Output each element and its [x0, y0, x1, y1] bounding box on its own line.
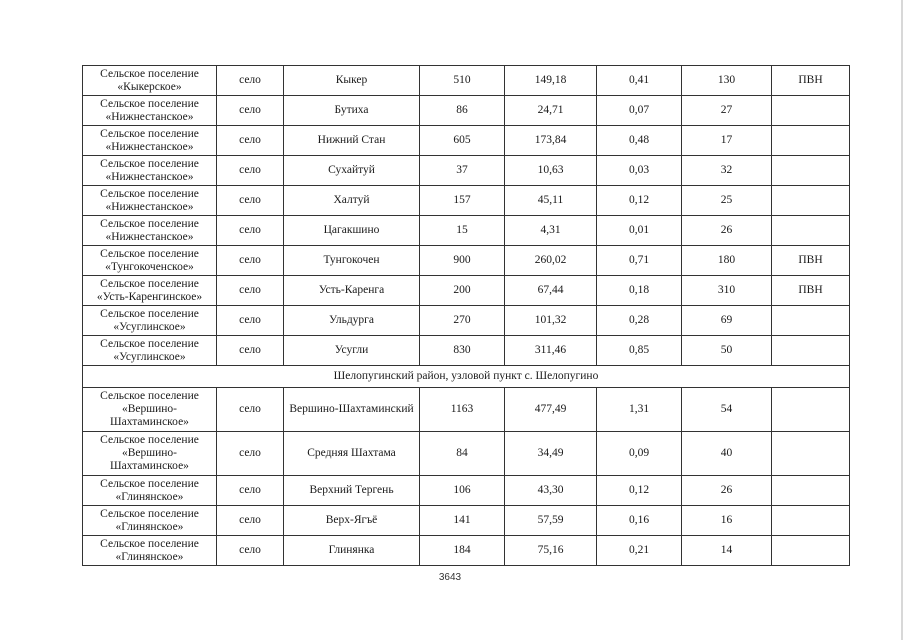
note-cell: ПВН — [772, 66, 850, 96]
settlement-cell: Сельское поселение «Глинянское» — [83, 506, 217, 536]
population-cell: 510 — [420, 66, 505, 96]
value-3-cell: 40 — [682, 432, 772, 476]
note-cell — [772, 476, 850, 506]
table-row — [83, 246, 850, 276]
value-2-cell: 0,12 — [597, 186, 682, 216]
locality-name-cell: Сухайтуй — [284, 156, 420, 186]
section-title: Шелопугинский район, узловой пункт с. Шелопугино — [83, 366, 850, 388]
table-row — [83, 96, 850, 126]
settlement-type-cell: село — [217, 432, 284, 476]
settlement-cell: Сельское поселение «Глинянское» — [83, 476, 217, 506]
locality-name-cell: Усугли — [284, 336, 420, 366]
settlement-cell: Сельское поселение «Усуглинское» — [83, 306, 217, 336]
settlement-type-cell: село — [217, 156, 284, 186]
settlement-cell: Сельское поселение «Вершино-Шахтаминское» — [83, 432, 217, 476]
note-cell — [772, 156, 850, 186]
value-2-cell: 0,09 — [597, 432, 682, 476]
settlement-type-cell: село — [217, 506, 284, 536]
population-cell: 86 — [420, 96, 505, 126]
locality-name-cell: Верх-Ягъё — [284, 506, 420, 536]
note-cell — [772, 388, 850, 432]
value-1-cell: 311,46 — [505, 336, 597, 366]
note-cell — [772, 306, 850, 336]
note-cell — [772, 96, 850, 126]
value-2-cell: 0,85 — [597, 336, 682, 366]
table-row — [83, 306, 850, 336]
value-3-cell: 26 — [682, 216, 772, 246]
population-cell: 15 — [420, 216, 505, 246]
table-row — [83, 388, 850, 432]
settlements-table — [82, 65, 850, 566]
locality-name-cell: Ульдурга — [284, 306, 420, 336]
note-cell — [772, 336, 850, 366]
value-1-cell: 34,49 — [505, 432, 597, 476]
value-3-cell: 69 — [682, 306, 772, 336]
section-header-row — [83, 366, 850, 388]
settlement-type-cell: село — [217, 388, 284, 432]
settlement-type-cell: село — [217, 336, 284, 366]
value-3-cell: 14 — [682, 536, 772, 566]
table-row — [83, 156, 850, 186]
locality-name-cell: Нижний Стан — [284, 126, 420, 156]
value-1-cell: 24,71 — [505, 96, 597, 126]
settlement-type-cell: село — [217, 96, 284, 126]
settlement-cell: Сельское поселение «Нижнестанское» — [83, 156, 217, 186]
locality-name-cell: Тунгокочен — [284, 246, 420, 276]
value-1-cell: 149,18 — [505, 66, 597, 96]
value-2-cell: 0,18 — [597, 276, 682, 306]
note-cell: ПВН — [772, 246, 850, 276]
settlement-type-cell: село — [217, 476, 284, 506]
settlement-cell: Сельское поселение «Усть-Каренгинское» — [83, 276, 217, 306]
population-cell: 1163 — [420, 388, 505, 432]
note-cell — [772, 126, 850, 156]
value-3-cell: 26 — [682, 476, 772, 506]
population-cell: 157 — [420, 186, 505, 216]
settlement-type-cell: село — [217, 216, 284, 246]
value-3-cell: 180 — [682, 246, 772, 276]
table-row — [83, 432, 850, 476]
population-cell: 141 — [420, 506, 505, 536]
locality-name-cell: Цагакшино — [284, 216, 420, 246]
page-number: 3643 — [438, 572, 462, 583]
population-cell: 270 — [420, 306, 505, 336]
settlement-type-cell: село — [217, 66, 284, 96]
value-3-cell: 27 — [682, 96, 772, 126]
locality-name-cell: Верхний Тергень — [284, 476, 420, 506]
locality-name-cell: Вершино-Шахтаминский — [284, 388, 420, 432]
settlement-cell: Сельское поселение «Глинянское» — [83, 536, 217, 566]
population-cell: 605 — [420, 126, 505, 156]
value-1-cell: 101,32 — [505, 306, 597, 336]
value-3-cell: 50 — [682, 336, 772, 366]
locality-name-cell: Средняя Шахтама — [284, 432, 420, 476]
value-2-cell: 0,16 — [597, 506, 682, 536]
value-2-cell: 0,03 — [597, 156, 682, 186]
note-cell: ПВН — [772, 276, 850, 306]
value-3-cell: 54 — [682, 388, 772, 432]
value-2-cell: 0,01 — [597, 216, 682, 246]
value-3-cell: 32 — [682, 156, 772, 186]
value-1-cell: 4,31 — [505, 216, 597, 246]
settlement-cell: Сельское поселение «Тунгокоченское» — [83, 246, 217, 276]
locality-name-cell: Кыкер — [284, 66, 420, 96]
locality-name-cell: Халтуй — [284, 186, 420, 216]
note-cell — [772, 506, 850, 536]
value-1-cell: 477,49 — [505, 388, 597, 432]
value-1-cell: 260,02 — [505, 246, 597, 276]
note-cell — [772, 536, 850, 566]
table-row — [83, 506, 850, 536]
settlement-type-cell: село — [217, 536, 284, 566]
table-row — [83, 476, 850, 506]
settlement-cell: Сельское поселение «Нижнестанское» — [83, 126, 217, 156]
population-cell: 200 — [420, 276, 505, 306]
settlement-type-cell: село — [217, 306, 284, 336]
table-row — [83, 186, 850, 216]
locality-name-cell: Усть-Каренга — [284, 276, 420, 306]
note-cell — [772, 186, 850, 216]
table-row — [83, 336, 850, 366]
settlement-type-cell: село — [217, 126, 284, 156]
note-cell — [772, 432, 850, 476]
value-1-cell: 45,11 — [505, 186, 597, 216]
value-2-cell: 0,71 — [597, 246, 682, 276]
population-cell: 84 — [420, 432, 505, 476]
settlement-type-cell: село — [217, 276, 284, 306]
value-2-cell: 0,21 — [597, 536, 682, 566]
settlement-cell: Сельское поселение «Нижнестанское» — [83, 96, 217, 126]
value-1-cell: 75,16 — [505, 536, 597, 566]
population-cell: 184 — [420, 536, 505, 566]
value-1-cell: 57,59 — [505, 506, 597, 536]
value-3-cell: 130 — [682, 66, 772, 96]
table-row — [83, 66, 850, 96]
population-cell: 106 — [420, 476, 505, 506]
settlement-type-cell: село — [217, 246, 284, 276]
table-row — [83, 276, 850, 306]
table-row — [83, 126, 850, 156]
settlement-cell: Сельское поселение «Усуглинское» — [83, 336, 217, 366]
value-2-cell: 1,31 — [597, 388, 682, 432]
settlement-type-cell: село — [217, 186, 284, 216]
population-cell: 37 — [420, 156, 505, 186]
table-row — [83, 536, 850, 566]
value-3-cell: 16 — [682, 506, 772, 536]
value-2-cell: 0,07 — [597, 96, 682, 126]
value-2-cell: 0,41 — [597, 66, 682, 96]
page-edge-shadow — [901, 0, 903, 640]
note-cell — [772, 216, 850, 246]
locality-name-cell: Глинянка — [284, 536, 420, 566]
value-3-cell: 17 — [682, 126, 772, 156]
settlement-cell: Сельское поселение «Вершино-Шахтаминское» — [83, 388, 217, 432]
settlement-cell: Сельское поселение «Кыкерское» — [83, 66, 217, 96]
value-1-cell: 43,30 — [505, 476, 597, 506]
value-2-cell: 0,12 — [597, 476, 682, 506]
population-cell: 830 — [420, 336, 505, 366]
settlement-cell: Сельское поселение «Нижнестанское» — [83, 186, 217, 216]
value-2-cell: 0,28 — [597, 306, 682, 336]
value-3-cell: 25 — [682, 186, 772, 216]
locality-name-cell: Бутиха — [284, 96, 420, 126]
value-1-cell: 10,63 — [505, 156, 597, 186]
value-3-cell: 310 — [682, 276, 772, 306]
table-row — [83, 216, 850, 246]
value-1-cell: 67,44 — [505, 276, 597, 306]
value-2-cell: 0,48 — [597, 126, 682, 156]
population-cell: 900 — [420, 246, 505, 276]
settlement-cell: Сельское поселение «Нижнестанское» — [83, 216, 217, 246]
value-1-cell: 173,84 — [505, 126, 597, 156]
